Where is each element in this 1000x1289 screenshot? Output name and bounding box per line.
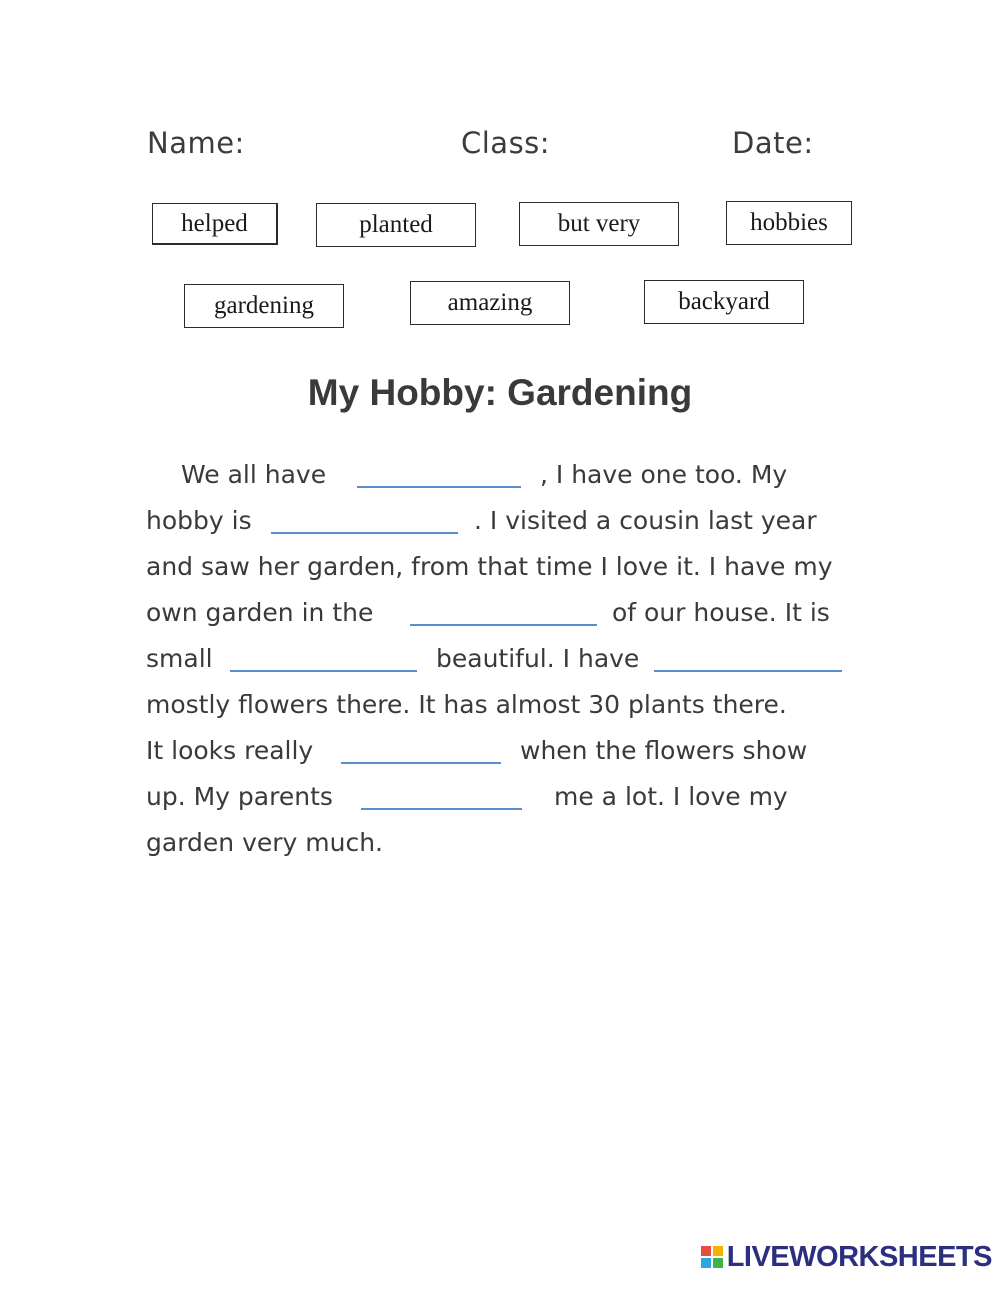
word-box-hobbies[interactable]: hobbies bbox=[726, 201, 852, 245]
date-label: Date: bbox=[732, 126, 814, 160]
logo-blocks-icon bbox=[701, 1246, 723, 1268]
liveworksheets-logo bbox=[701, 1239, 992, 1275]
word-box-but-very[interactable]: but very bbox=[519, 202, 679, 246]
class-label: Class: bbox=[461, 126, 551, 160]
word-box-planted[interactable]: planted bbox=[316, 203, 476, 247]
passage-text: small bbox=[146, 644, 213, 673]
answer-blank-2[interactable] bbox=[271, 532, 458, 534]
passage-text: when the flowers show bbox=[520, 736, 808, 765]
word-box-gardening[interactable]: gardening bbox=[184, 284, 344, 328]
answer-blank-6[interactable] bbox=[341, 762, 501, 764]
passage-text: of our house. It is bbox=[612, 598, 830, 627]
answer-blank-4[interactable] bbox=[230, 670, 417, 672]
passage-text: hobby is bbox=[146, 506, 252, 535]
word-box-amazing[interactable]: amazing bbox=[410, 281, 570, 325]
name-label: Name: bbox=[147, 126, 245, 160]
passage-text: . I visited a cousin last year bbox=[474, 506, 817, 535]
passage-text: own garden in the bbox=[146, 598, 374, 627]
passage-text: me a lot. I love my bbox=[554, 782, 788, 811]
passage-text: up. My parents bbox=[146, 782, 333, 811]
word-box-helped[interactable]: helped bbox=[152, 203, 278, 245]
answer-blank-7[interactable] bbox=[361, 808, 522, 810]
word-box-backyard[interactable]: backyard bbox=[644, 280, 804, 324]
worksheet-title: My Hobby: Gardening bbox=[307, 372, 693, 413]
passage-text: We all have bbox=[181, 460, 327, 489]
passage-text: , I have one too. My bbox=[540, 460, 788, 489]
passage-text: garden very much. bbox=[146, 828, 383, 857]
brand-name: LIVEWORKSHEETS bbox=[726, 1240, 992, 1273]
passage-text: and saw her garden, from that time I love it. I have my bbox=[146, 552, 833, 581]
passage-text: mostly flowers there. It has almost 30 plants there. bbox=[146, 690, 787, 719]
answer-blank-3[interactable] bbox=[410, 624, 597, 626]
answer-blank-1[interactable] bbox=[357, 486, 521, 488]
passage-text: beautiful. I have bbox=[436, 644, 640, 673]
answer-blank-5[interactable] bbox=[654, 670, 842, 672]
passage-text: It looks really bbox=[146, 736, 314, 765]
